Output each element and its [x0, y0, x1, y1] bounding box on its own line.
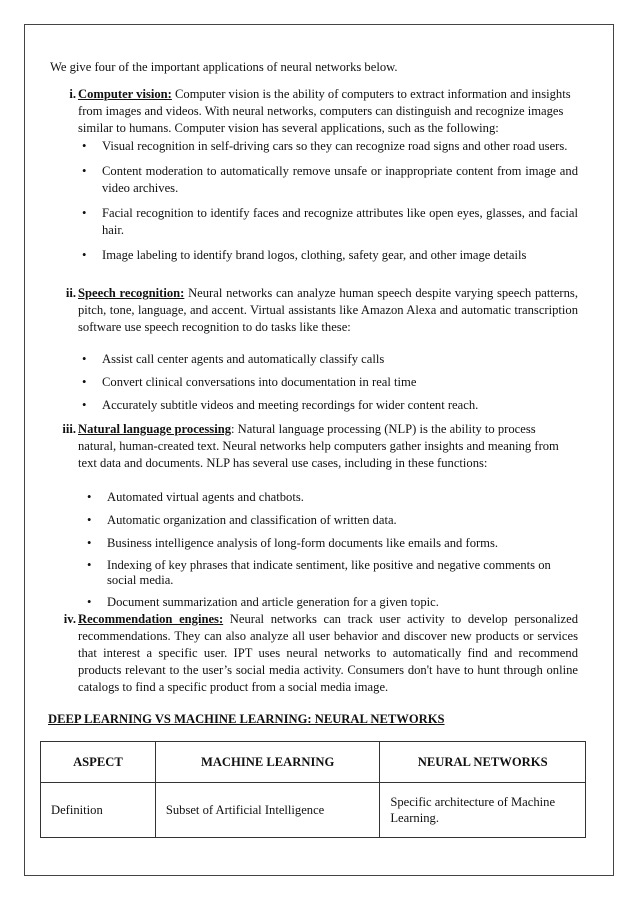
list-item: • Automatic organization and classification of written data. [107, 512, 567, 529]
section-computer-vision [52, 86, 578, 137]
column-header: NEURAL NETWORKS [380, 742, 586, 783]
section-text: Neural networks can track user activity to develop personalized recommendations. They can also analyze all user behavior and discover new products or services that interest a specific user. IPT uses neural networks to automatically find and recommend products relevant to the user’s social media activity. Consumers don't have to hunt through online catalogs to find a specific product from a social media image. [78, 612, 578, 694]
intro-paragraph: We give four of the important applications of neural networks below. [50, 60, 398, 74]
section-line: similar to humans. Computer vision has several applications, such as the following: [78, 121, 499, 135]
section-heading: Speech recognition: [78, 286, 185, 300]
table-cell: Definition [41, 783, 156, 838]
speech-recognition-bullets [102, 351, 578, 414]
nlp-bullets [107, 489, 567, 611]
list-item: • Convert clinical conversations into documentation in real time [102, 374, 578, 391]
comparison-table [40, 741, 586, 838]
list-item: • Indexing of key phrases that indicate sentiment, like positive and negative comments on social media. [107, 558, 567, 588]
list-item: • Automated virtual agents and chatbots. [107, 489, 567, 506]
column-header: MACHINE LEARNING [155, 742, 380, 783]
section-heading: Natural language processing [78, 422, 232, 436]
section-number: ii. [65, 286, 76, 300]
table-row [41, 783, 586, 838]
table-header-row [41, 742, 586, 783]
section-number: i. [69, 87, 76, 101]
table-cell: Subset of Artificial Intelligence [155, 783, 380, 838]
section-line: Computer vision is the ability of computers to extract information and insights [175, 87, 571, 101]
section-recommendation-engines [52, 611, 578, 696]
section-line: : Natural language processing (NLP) is the ability to process [231, 422, 536, 436]
list-item: • Document summarization and article generation for a given topic. [107, 594, 567, 611]
section-heading: Computer vision: [78, 87, 172, 101]
section-line: natural, human-created text. Neural networks help computers gather insights and meaning from [78, 439, 559, 453]
section-text: Neural networks can analyze human speech despite varying speech patterns, pitch, tone, language, and accent. Virtual assistants like Amazon Alexa and automatic transcription software use speech recognition to do tasks like these: [78, 286, 578, 334]
table-title: DEEP LEARNING VS MACHINE LEARNING: NEURAL NETWORKS [48, 712, 445, 726]
section-line: text data and documents. NLP has several use cases, including in these functions: [78, 456, 488, 470]
section-speech-recognition [52, 285, 578, 336]
list-item: • Assist call center agents and automatically classify calls [102, 351, 578, 368]
section-number: iii. [62, 422, 76, 436]
table-cell: Specific architecture of Machine Learning. [380, 783, 586, 838]
section-number: iv. [63, 612, 76, 626]
section-nlp [52, 421, 578, 472]
section-heading: Recommendation engines: [78, 612, 224, 626]
computer-vision-bullets [102, 138, 578, 264]
section-line: from images and videos. With neural networks, computers can distinguish and recognize images [78, 104, 564, 118]
list-item: • Image labeling to identify brand logos, clothing, safety gear, and other image details [102, 247, 578, 264]
list-item: • Facial recognition to identify faces and recognize attributes like open eyes, glasses, and facial hair. [102, 205, 578, 239]
list-item: • Business intelligence analysis of long-form documents like emails and forms. [107, 535, 567, 552]
list-item: • Content moderation to automatically remove unsafe or inappropriate content from image and video archives. [102, 163, 578, 197]
list-item: • Accurately subtitle videos and meeting recordings for wider content reach. [102, 397, 578, 414]
column-header: ASPECT [41, 742, 156, 783]
list-item: • Visual recognition in self-driving cars so they can recognize road signs and other road users. [102, 138, 578, 155]
